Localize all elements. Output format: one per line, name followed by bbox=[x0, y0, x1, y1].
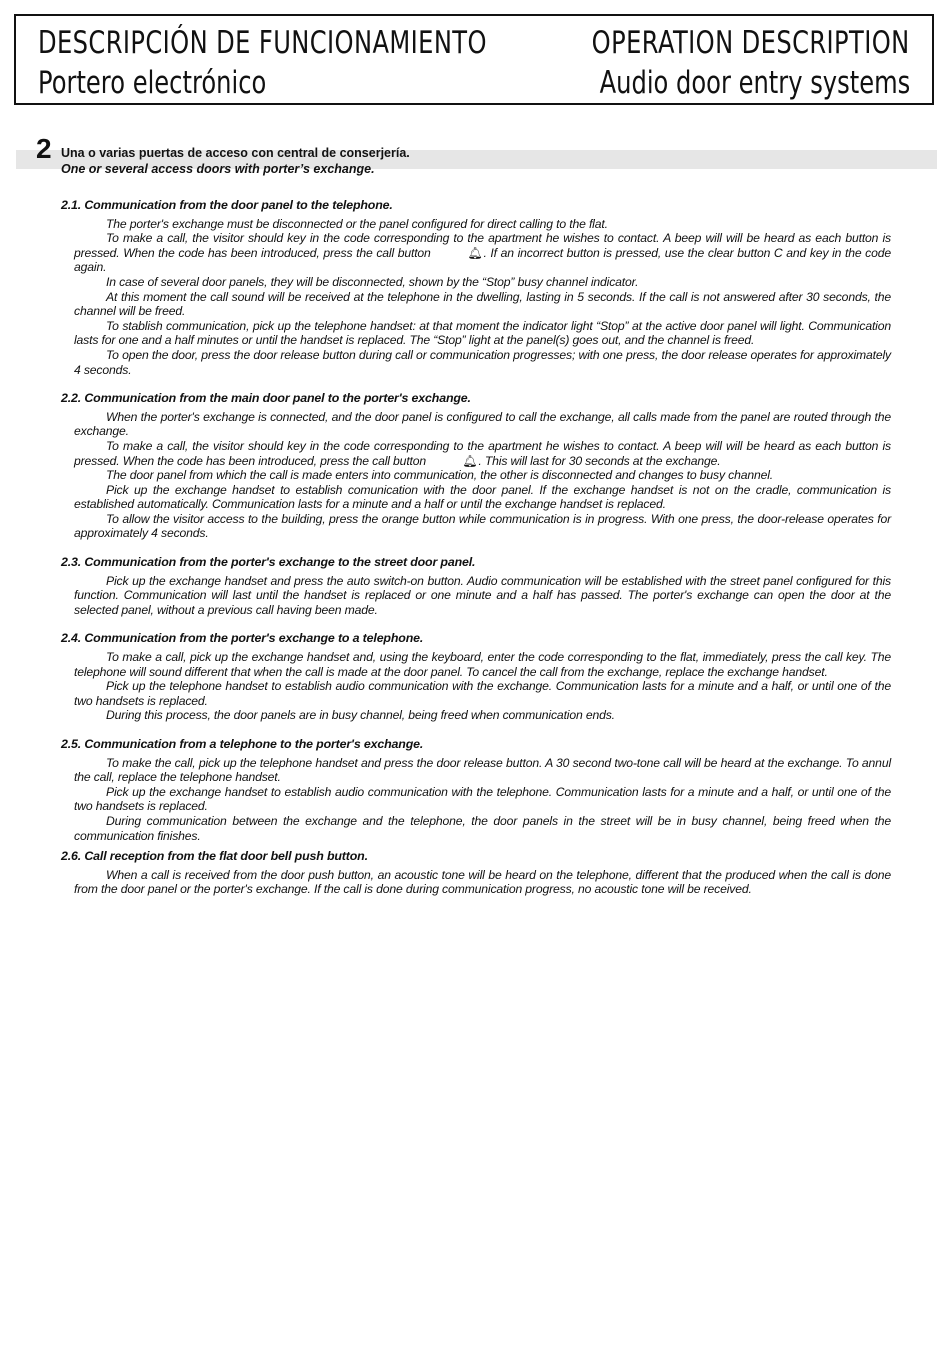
header-title-es: DESCRIPCIÓN DE FUNCIONAMIENTO bbox=[38, 25, 487, 61]
paragraph: Pick up the exchange handset to establish audio communication with the telephone. Communication lasts for a minute and a half, or until one of the two handsets is replaced. bbox=[74, 784, 891, 814]
subsection-heading: 2.2. Communication from the main door panel to the porter's exchange. bbox=[61, 391, 471, 406]
paragraph bbox=[74, 231, 891, 275]
paragraph: To allow the visitor access to the building, press the orange button while communication is in progress. With one press, the door-release operates for approximately 4 seconds. bbox=[74, 511, 891, 541]
header-subtitle-en: Audio door entry systems bbox=[599, 65, 910, 101]
paragraph-text: To make a call, the visitor should key in the code corresponding to the apartment he wishes to contact. A beep will will be heard as each button is pressed. When the code has been introduced, press the call button bbox=[74, 438, 891, 468]
subsection-2-2 bbox=[61, 391, 891, 541]
subsection-2-5 bbox=[61, 737, 891, 843]
section-title-en: One or several access doors with porter’s exchange. bbox=[61, 162, 375, 176]
paragraph: When the porter's exchange is connected, and the door panel is configured to call the exchange, all calls made from the panel are routed through the exchange. bbox=[74, 409, 891, 439]
header-title-en: OPERATION DESCRIPTION bbox=[592, 25, 910, 61]
paragraph: When a call is received from the door push button, an acoustic tone will be heard on the telephone, different that the produced when the call is done from the door panel or the porter's exchange. If the call is done during communication progress, no acoustic tone will be received. bbox=[74, 867, 891, 897]
paragraph: To make the call, pick up the telephone handset and press the door release button. A 30 second two-tone call will be heard at the exchange. To annul the call, replace the telephone handset. bbox=[74, 755, 891, 785]
subsection-heading: 2.5. Communication from a telephone to the porter's exchange. bbox=[61, 737, 424, 751]
paragraph-text: To make a call, the visitor should key in the code corresponding to the apartment he wishes to contact. A beep will will be heard as each button is pressed. When the code has been introduced, press the call button bbox=[74, 231, 891, 260]
subsection-2-3 bbox=[61, 555, 891, 617]
section-number: 2 bbox=[36, 133, 52, 164]
subsection-heading: 2.1. Communication from the door panel to the telephone. bbox=[61, 198, 393, 212]
paragraph: Pick up the exchange handset to establish comunication with the door panel. If the exchange handset is not on the cradle, communication is established automatically. Communication lasts for a minute and a half or until the exchange handset is replaced. bbox=[74, 482, 891, 512]
header-subtitle-es: Portero electrónico bbox=[38, 65, 267, 101]
paragraph: Pick up the exchange handset and press the auto switch-on button. Audio communication will be established with the street panel configured for this function. Communication will last until the handset is replaced or one minute and a half has passed. The porter's exchange can open the door at the selected panel, without a previous call having been made. bbox=[74, 573, 891, 617]
subsection-2-1 bbox=[61, 198, 891, 377]
paragraph: In case of several door panels, they will be disconnected, shown by the “Stop” busy channel indicator. bbox=[106, 274, 639, 289]
paragraph: The door panel from which the call is made enters into communication, the other is disconnected and changes to busy channel. bbox=[106, 468, 774, 483]
subsection-2-6 bbox=[61, 849, 891, 897]
page-header bbox=[14, 14, 934, 105]
bell-icon: 🔔︎ bbox=[467, 245, 483, 260]
paragraph bbox=[74, 439, 891, 468]
paragraph: During communication between the exchange and the telephone, the door panels in the street will be in busy channel, being freed when the communication finishes. bbox=[74, 813, 891, 843]
paragraph: At this moment the call sound will be received at the telephone in the dwelling, lasting in 5 seconds. If the call is not answered after 30 seconds, the channel will be freed. bbox=[74, 289, 891, 319]
document-body bbox=[61, 198, 891, 911]
paragraph: To open the door, press the door release button during call or communication progresses; with one press, the door release operates for approximately 4 seconds. bbox=[74, 347, 891, 377]
paragraph-text: . This will last for 30 seconds at the exchange. bbox=[478, 453, 721, 468]
paragraph: Pick up the telephone handset to establish audio communication with the exchange. Communication lasts for a minute and a half, or until one of the two handsets is replaced. bbox=[74, 679, 891, 708]
paragraph-text: . If an incorrect button is pressed, use the clear button C and key in the code again. bbox=[74, 245, 891, 275]
paragraph: During this process, the door panels are in busy channel, being freed when communication ends. bbox=[106, 708, 615, 723]
paragraph: To stablish communication, pick up the telephone handset: at that moment the indicator light “Stop” at the active door panel will light. Communication lasts for one and a half minutes or until the handset is replaced. The “Stop” light at the panel(s) goes out, and the channel is freed. bbox=[74, 318, 891, 348]
subsection-heading: 2.4. Communication from the porter's exchange to a telephone. bbox=[61, 631, 424, 646]
paragraph: To make a call, pick up the exchange handset and, using the keyboard, enter the code corresponding to the flat, immediately, press the call key. The telephone will sound different that when the call is made at the door panel. To cancel the call from the exchange, replace the exchange handset. bbox=[74, 650, 891, 679]
section-title-es: Una o varias puertas de acceso con central de conserjería. bbox=[61, 146, 410, 160]
subsection-2-4 bbox=[61, 631, 891, 723]
subsection-heading: 2.6. Call reception from the flat door bell push button. bbox=[61, 849, 368, 864]
bell-icon: 🔔︎ bbox=[462, 453, 478, 468]
subsection-heading: 2.3. Communication from the porter's exchange to the street door panel. bbox=[61, 555, 476, 570]
paragraph: The porter's exchange must be disconnected or the panel configured for direct calling to the flat. bbox=[106, 216, 608, 231]
